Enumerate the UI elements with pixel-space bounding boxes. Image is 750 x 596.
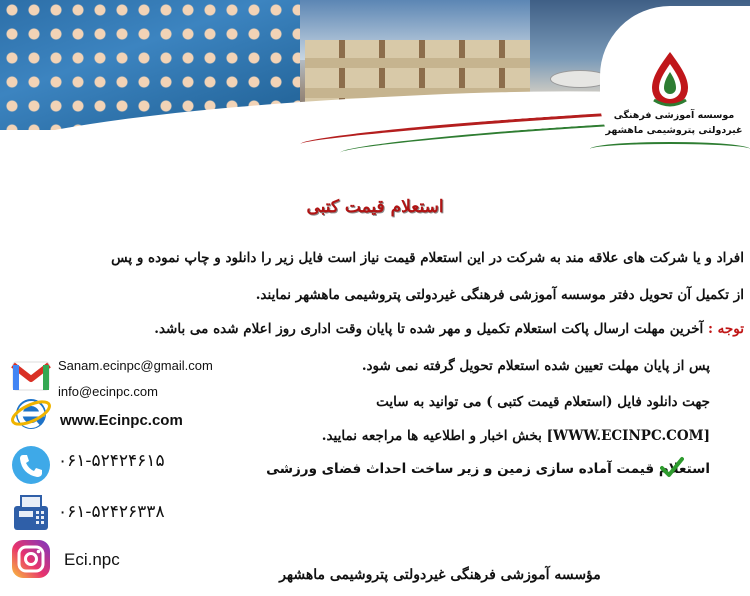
gmail-address[interactable]: Sanam.ecinpc@gmail.com (58, 358, 213, 373)
header-banner (0, 0, 750, 178)
email-address[interactable]: info@ecinpc.com (58, 384, 158, 399)
note-text: آخرین مهلت ارسال پاکت استعلام تکمیل و مهر شده تا پایان وقت اداری روز اعلام شده می باشد. (154, 321, 708, 337)
fax-icon (10, 492, 52, 534)
phone-number[interactable]: ۰۶۱-۵۲۴۲۴۶۱۵ (58, 451, 165, 471)
footer-institute-name: مؤسسه آموزشی فرهنگی غیردولتی پتروشیمی ماهشهر (279, 567, 601, 583)
note-line (154, 321, 744, 337)
body-line-4: پس از پایان مهلت تعیین شده استعلام تحویل گرفته نمی شود. (361, 358, 710, 374)
flame-drop-icon (650, 50, 690, 108)
inquiry-item[interactable]: استعلام قیمت آماده سازی زمین و زیر ساخت احداث فضای ورزشی (266, 461, 710, 477)
body-line-1: افراد و یا شرکت های علاقه مند به شرکت در این استعلام قیمت نیاز است فایل زیر را دانلود و چاپ نموده و پس (111, 250, 744, 266)
instagram-icon (10, 538, 52, 580)
checkmark-icon (660, 456, 684, 478)
phone-icon (10, 444, 52, 486)
body-line-2: از تکمیل آن تحویل دفتر موسسه آموزشی فرهنگی غیردولتی پتروشیمی ماهشهر نمایند. (255, 287, 744, 303)
logo-name-line2: غیردولتی پتروشیمی ماهشهر (605, 125, 743, 136)
logo-name-line1: موسسه آموزشی فرهنگی (613, 110, 735, 121)
logo-swoosh (590, 142, 750, 156)
ie-browser-icon (10, 392, 52, 434)
page-title: استعلام قیمت کتبی (306, 197, 444, 217)
instagram-handle[interactable]: Eci.npc (64, 550, 120, 569)
body-line-5: جهت دانلود فایل (استعلام قیمت کتبی ) می توانید به سایت (376, 394, 710, 410)
fax-number[interactable]: ۰۶۱-۵۲۴۲۶۳۳۸ (58, 502, 165, 522)
website-link[interactable]: www.Ecinpc.com (60, 412, 183, 429)
note-label: توجه : (708, 321, 744, 337)
body-line-6[interactable]: [WWW.ECINPC.COM] بخش اخبار و اطلاعیه ها مراجعه نمایید. (321, 428, 710, 444)
gmail-icon (10, 354, 52, 396)
